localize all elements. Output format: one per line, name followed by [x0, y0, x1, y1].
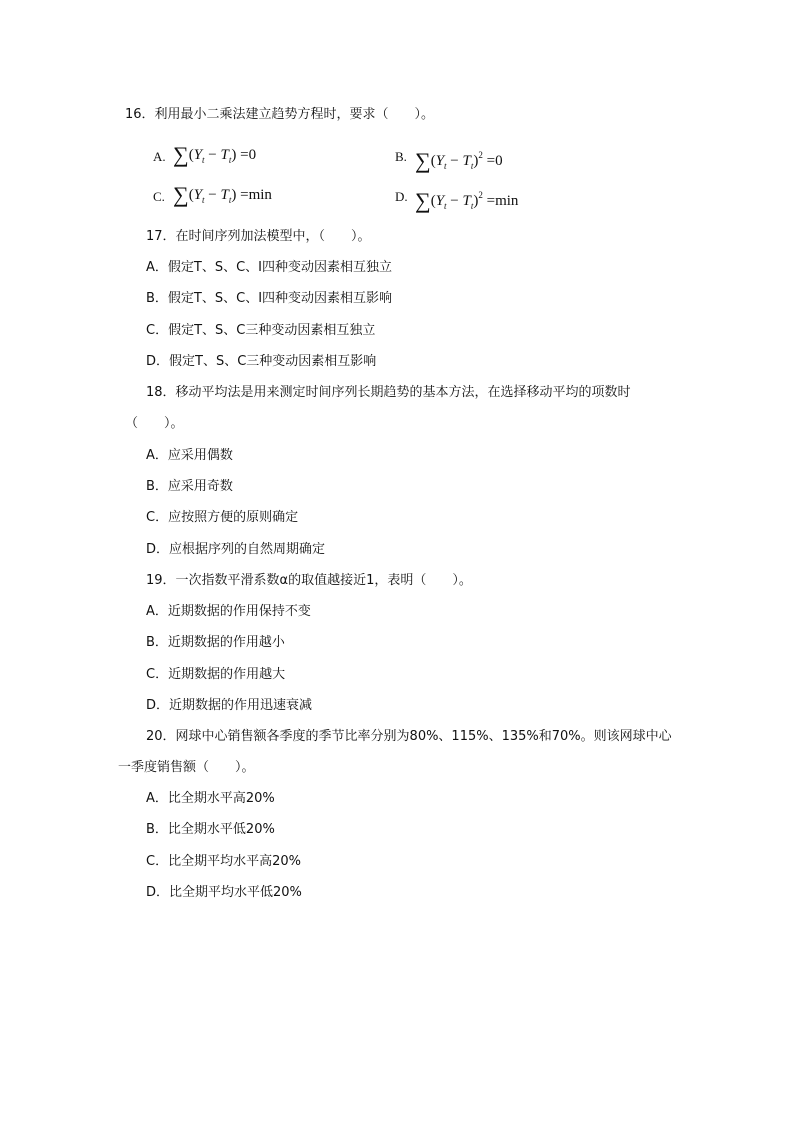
q17-stem: 17．在时间序列加法模型中，（ ）。: [146, 229, 371, 244]
sigma-symbol: ∑: [173, 142, 189, 167]
q16-option-b-label: B.: [395, 149, 407, 164]
q17-option-d: D．假定T、S、C三种变动因素相互影响: [146, 354, 377, 369]
q16-option-d-formula: $\sum(Y_t - T_t)^2 =\min$: [415, 188, 519, 213]
q17-option-b: B．假定T、S、C、I四种变动因素相互影响: [146, 291, 393, 306]
q16-option-a-label: A.: [153, 149, 166, 164]
q19-stem: 19．一次指数平滑系数α的取值越接近1，表明（ ）。: [146, 573, 472, 588]
q19-option-b: B．近期数据的作用越小: [146, 635, 285, 650]
q18-stem-line1: 18．移动平均法是用来测定时间序列长期趋势的基本方法，在选择移动平均的项数时: [146, 385, 631, 400]
q18-stem-line2: （ ）。: [125, 416, 184, 431]
q20-option-c: C．比全期平均水平高20%: [146, 854, 301, 869]
q20-stem-line2: 一季度销售额（ ）。: [118, 760, 255, 775]
q16-option-b-formula: $\sum(Y_t - T_t)^2 =0$: [415, 148, 503, 173]
q18-option-d: D．应根据序列的自然周期确定: [146, 542, 326, 557]
q17-option-c: C．假定T、S、C三种变动因素相互独立: [146, 323, 376, 338]
sigma-symbol: ∑: [415, 148, 431, 173]
q16-option-c-label: C.: [153, 189, 165, 204]
q16-option-c-formula: $\sum(Y_t - T_t) =\min$: [173, 182, 272, 207]
q19-option-c: C．近期数据的作用越大: [146, 667, 286, 682]
sigma-symbol: ∑: [415, 188, 431, 213]
q16-stem: 16．利用最小二乘法建立趋势方程时，要求（ ）。: [125, 107, 435, 122]
q18-option-c: C．应按照方便的原则确定: [146, 510, 299, 525]
q20-stem-line1: 20．网球中心销售额各季度的季节比率分别为80%、115%、135%和70%。则该网球中心: [146, 729, 672, 744]
q16-option-a-formula: $\sum(Y_t - T_t) =0$: [173, 142, 257, 167]
q20-option-d: D．比全期平均水平低20%: [146, 885, 302, 900]
q19-option-a: A．近期数据的作用保持不变: [146, 604, 311, 619]
q18-option-b: B．应采用奇数: [146, 479, 233, 494]
q17-option-a: A．假定T、S、C、I四种变动因素相互独立: [146, 260, 392, 275]
q19-option-d: D．近期数据的作用迅速衰减: [146, 698, 313, 713]
sigma-symbol: ∑: [173, 182, 189, 207]
q16-option-d-label: D.: [395, 189, 408, 204]
q20-option-b: B．比全期水平低20%: [146, 822, 275, 837]
q20-option-a: A．比全期水平高20%: [146, 791, 275, 806]
q18-option-a: A．应采用偶数: [146, 448, 233, 463]
